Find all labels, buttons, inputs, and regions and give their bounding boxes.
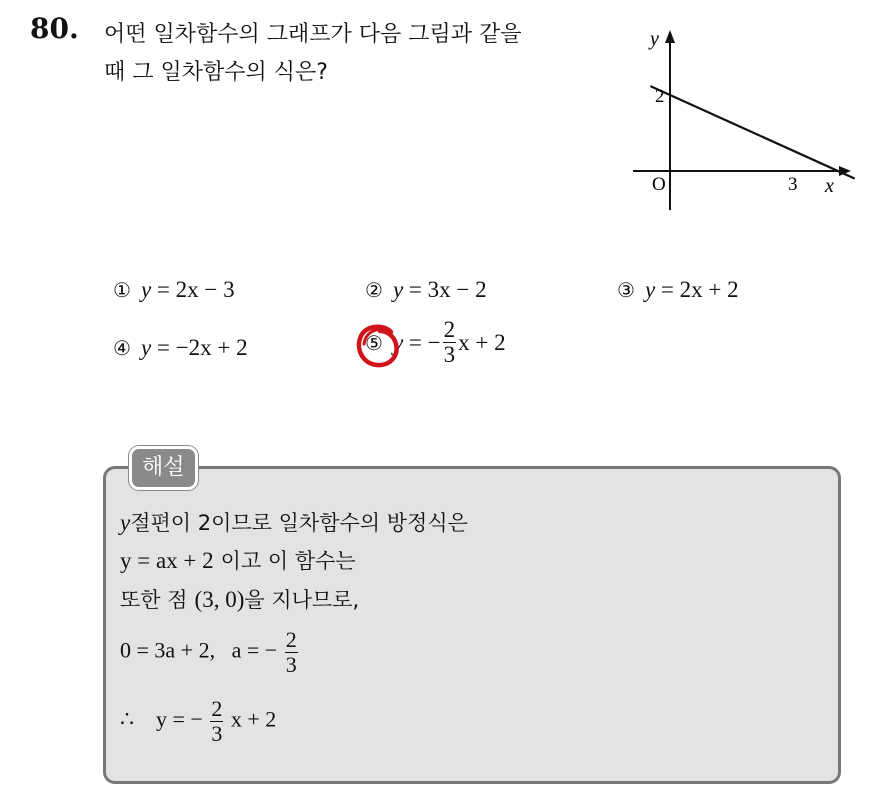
solution-line-1 bbox=[120, 507, 468, 537]
choice-number: ② bbox=[365, 278, 383, 302]
solution-equation: y = − bbox=[156, 706, 203, 732]
solution-text: 을 지나므로, bbox=[244, 588, 360, 612]
solution-text: 이고 이 함수는 bbox=[220, 549, 356, 573]
solution-line-4 bbox=[120, 628, 300, 677]
x-axis-label: x bbox=[825, 175, 834, 197]
choice-rhs-post: x + 2 bbox=[458, 329, 506, 355]
choice-lhs: y bbox=[392, 277, 404, 302]
solution-point: (3, 0) bbox=[194, 587, 245, 612]
function-line bbox=[650, 86, 854, 178]
therefore-symbol: ∴ bbox=[120, 706, 134, 732]
y-axis-arrow bbox=[665, 30, 675, 43]
fraction bbox=[210, 697, 223, 746]
solution-equation: x + 2 bbox=[230, 706, 277, 732]
y-axis-label: y bbox=[650, 28, 659, 50]
choice-lhs: y bbox=[644, 277, 656, 302]
solution-text: 절편이 2이므로 일차함수의 방정식은 bbox=[130, 511, 468, 535]
solution-line-2 bbox=[120, 545, 356, 575]
choice-rhs-pre: = − bbox=[408, 329, 441, 355]
solution-text: 또한 점 bbox=[120, 588, 188, 612]
solution-equation: a = − bbox=[231, 637, 278, 663]
choice-rhs: = −2x + 2 bbox=[156, 335, 248, 360]
fraction-numerator: 2 bbox=[211, 696, 223, 721]
fraction-denominator: 3 bbox=[285, 652, 297, 677]
fraction bbox=[443, 318, 457, 367]
choice-lhs: y bbox=[140, 335, 152, 360]
choice-lhs: y bbox=[140, 277, 152, 302]
solution-equation: 0 = 3a + 2, bbox=[120, 637, 216, 663]
fraction-denominator: 3 bbox=[211, 721, 223, 746]
solution-line-3 bbox=[120, 584, 359, 614]
choice-lhs: y bbox=[392, 329, 404, 355]
fraction-numerator: 2 bbox=[443, 317, 456, 342]
choice-number: ④ bbox=[113, 336, 131, 360]
choice-number: ① bbox=[113, 278, 131, 302]
fraction bbox=[285, 628, 298, 677]
solution-var-y: y bbox=[120, 510, 131, 535]
choice-number: ③ bbox=[617, 278, 635, 302]
choice-1[interactable] bbox=[113, 277, 235, 303]
origin-label: O bbox=[652, 174, 666, 195]
question-text-line1: 어떤 일차함수의 그래프가 다음 그림과 같을 bbox=[104, 22, 522, 47]
answer-circle-mark bbox=[354, 322, 404, 372]
choice-2[interactable] bbox=[365, 277, 487, 303]
x-intercept-label: 3 bbox=[788, 174, 798, 195]
fraction-numerator: 2 bbox=[285, 627, 297, 652]
fraction-denominator: 3 bbox=[443, 342, 456, 367]
solution-equation: y = ax + 2 bbox=[120, 548, 214, 573]
choice-rhs: = 2x + 2 bbox=[660, 277, 739, 302]
choice-number: ⑤ bbox=[365, 330, 383, 355]
linear-function-graph bbox=[625, 25, 855, 215]
y-intercept-label: 2 bbox=[655, 86, 665, 107]
question-number: 80. bbox=[30, 12, 79, 45]
question-text-line2: 때 그 일차함수의 식은? bbox=[104, 60, 328, 85]
choice-rhs: = 3x − 2 bbox=[408, 277, 487, 302]
choice-rhs: = 2x − 3 bbox=[156, 277, 235, 302]
choice-3[interactable] bbox=[617, 277, 739, 303]
solution-tag: 해설 bbox=[129, 446, 198, 490]
choice-4[interactable] bbox=[113, 335, 248, 361]
solution-line-5 bbox=[120, 697, 276, 746]
